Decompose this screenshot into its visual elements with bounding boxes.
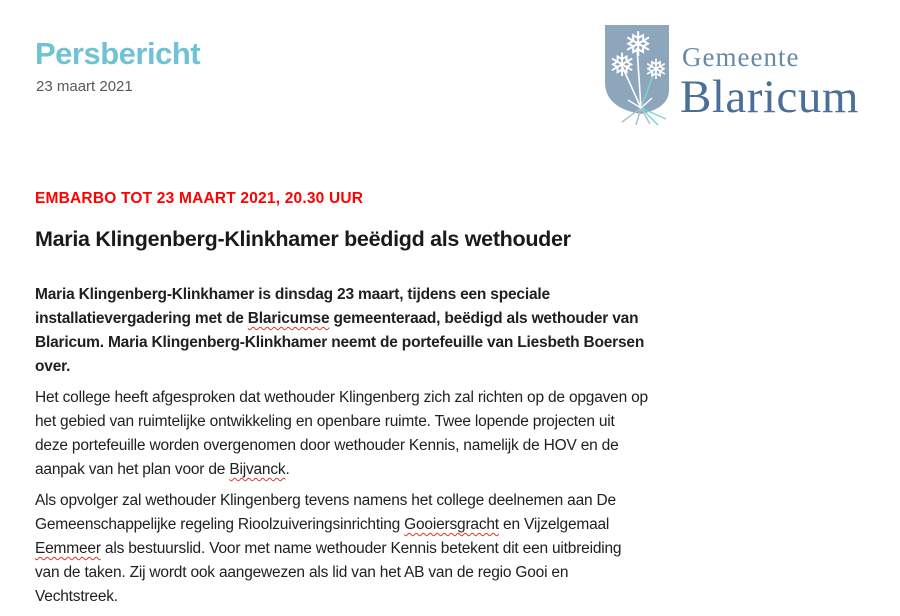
text-segment: en Vijzelgemaal — [498, 516, 610, 533]
text-line — [35, 307, 755, 331]
text-segment: aanpak van het plan voor de — [35, 461, 230, 478]
document-date: 23 maart 2021 — [36, 78, 133, 95]
embargo-notice: EMBARBO TOT 23 MAART 2021, 20.30 UUR — [35, 190, 364, 207]
document-type-title: Persbericht — [35, 36, 201, 71]
text-line — [35, 561, 755, 585]
text-line — [35, 434, 755, 458]
text-segment: gemeenteraad, beëdigd als wethouder van — [329, 310, 639, 327]
text-segment: Gemeenschappelijke regeling Rioolzuiveringsinrichting — [35, 516, 405, 533]
text-line — [35, 386, 755, 410]
text-segment: Als opvolger zal wethouder Klingenberg tevens namens het college deelnemen aan De — [35, 492, 616, 509]
text-segment: Het college heeft afgesproken dat wethouder Klingenberg zich zal richten op de opgaven op — [35, 389, 648, 406]
headline: Maria Klingenberg-Klinkhamer beëdigd als wethouder — [35, 227, 571, 251]
misspelled-word: Blaricumse — [247, 310, 330, 327]
text-line — [35, 537, 755, 561]
logo-text-blaricum: Blaricum — [680, 71, 859, 123]
cornflower-icon: ❅ — [644, 53, 668, 86]
text-line — [35, 410, 755, 434]
gemeente-blaricum-logo — [604, 24, 880, 128]
text-line — [35, 489, 755, 513]
misspelled-word: Gooiersgracht — [404, 516, 499, 533]
misspelled-word: Eemmeer — [35, 540, 101, 557]
text-segment: als bestuurslid. Voor met name wethouder Kennis betekent dit een uitbreiding — [100, 540, 622, 557]
blaricum-shield-icon — [604, 24, 880, 128]
text-segment: installatievergadering met de — [35, 310, 248, 327]
text-line — [35, 585, 755, 609]
text-segment: Blaricum. Maria Klingenberg-Klinkhamer neemt de portefeuille van Liesbeth Boersen — [35, 334, 645, 351]
cornflower-icon: ❅ — [623, 25, 653, 65]
misspelled-word: Bijvanck — [229, 461, 286, 478]
paragraph — [35, 283, 755, 379]
text-segment: Maria Klingenberg-Klinkhamer is dinsdag 23 maart, tijdens een speciale — [35, 286, 550, 303]
cornflower-icon: ❅ — [608, 46, 636, 84]
text-line — [35, 331, 755, 355]
text-line — [35, 283, 755, 307]
paragraph — [35, 386, 755, 482]
text-line — [35, 458, 755, 482]
logo-text-gemeente: Gemeente — [682, 42, 800, 72]
text-line — [35, 513, 755, 537]
text-segment: . — [285, 461, 290, 478]
text-segment: deze portefeuille worden overgenomen door wethouder Kennis, namelijk de HOV en de — [35, 437, 619, 454]
text-segment: van de taken. Zij wordt ook aangewezen als lid van het AB van de regio Gooi en — [35, 564, 569, 581]
text-segment: over. — [35, 358, 71, 375]
paragraph — [35, 489, 755, 609]
body-copy — [35, 283, 755, 616]
text-line — [35, 355, 755, 379]
text-segment: het gebied van ruimtelijke ontwikkeling en openbare ruimte. Twee lopende projecten uit — [35, 413, 615, 430]
text-segment: Vechtstreek. — [35, 588, 118, 605]
